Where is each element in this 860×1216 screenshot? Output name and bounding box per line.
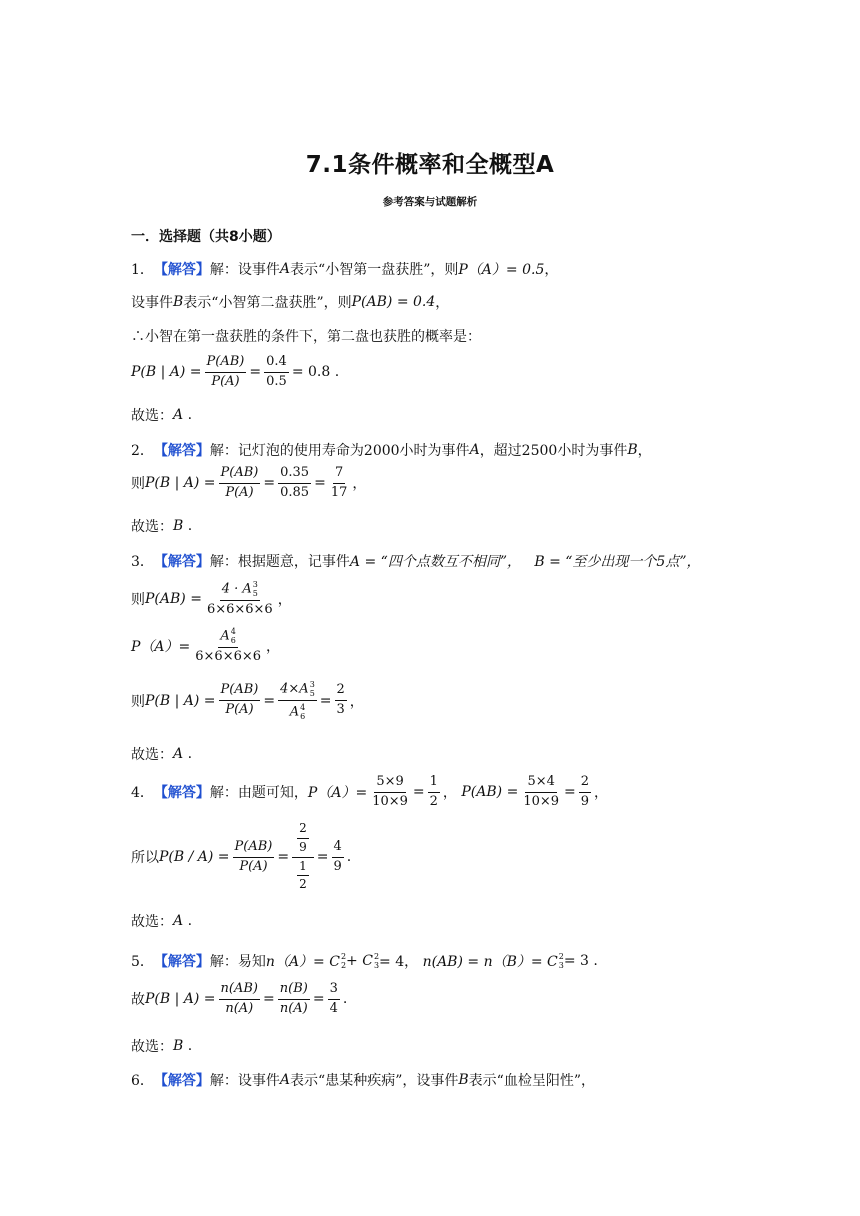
answer-tag: 【解答】: [153, 954, 210, 970]
q1-line-1: 1． 【解答】 解：设事件 A 表示“小智第一盘获胜”，则 P（A）= 0.5 ，: [131, 261, 559, 278]
fraction: $\frac{5\times 9}{10\times 9}$: [372, 774, 408, 809]
fraction: $\frac{0.35}{0.85}$: [280, 465, 310, 500]
q2-line-1: 2． 【解答】 解：记灯泡的使用寿命为2000小时为事件 A ，超过2500小时为事件 B ，: [131, 442, 652, 459]
fraction: $\frac{4}{9}$: [333, 838, 342, 874]
q1-line-2: 设事件 B 表示“小智第二盘获胜”，则 P(AB) = 0.4 ，: [131, 294, 450, 311]
answer-tag: 【解答】: [153, 554, 210, 570]
section-heading: 一．选择题（共8小题）: [131, 229, 281, 245]
q3-formula: 则 P(B | A) = $\frac{P(AB)}{P(A)}$ = 4×A 3 5 A 4 6 = $\frac{2}{3}$ ，: [131, 680, 364, 721]
q3-choice: 故选： A .: [131, 746, 193, 763]
q4-line-1: 4． 【解答】 解：由题可知， P（A）= $\frac{5\times 9}{10\times 9}$ = $\frac{1}{2}$ ， P(AB) = $\frac{5\times 4}{10\times 9}$ = $\frac{2}{9}$ ，: [131, 774, 609, 809]
fraction: $\frac{0.4}{0.5}$: [266, 354, 287, 389]
q2-formula: 则 P(B | A) = $\frac{P(AB)}{P(A)}$ = $\frac{0.35}{0.85}$ = $\frac{7}{17}$ ，: [131, 465, 367, 500]
q2-choice: 故选： B .: [131, 518, 193, 535]
fraction: $\frac{2}{3}$: [336, 682, 345, 717]
answer-tag: 【解答】: [153, 443, 210, 459]
compound-fraction: $\frac{\frac{2}{9}}{\frac{1}{2}}$: [292, 822, 314, 892]
fraction: A 4 6 6×6×6×6: [195, 627, 262, 664]
q1-choice: 故选： A .: [131, 407, 193, 424]
fraction: $\frac{7}{17}$: [330, 465, 348, 500]
q5-line-1: 5． 【解答】 解：易知 n（A）= C 2 2 + C 2 3 = 4， n(AB) = n（B）= C 2 3 = 3 .: [131, 952, 598, 970]
q3-pab: 则 P(AB) = 4 · A 3 5 6×6×6×6 ，: [131, 580, 292, 617]
fraction: $\frac{5\times 4}{10\times 9}$: [523, 774, 560, 809]
q4-formula: 所以 P(B / A) = $\frac{P(AB)}{P(A)}$ = $\frac{\frac{2}{9}}{\frac{1}{2}}$ = $\frac{4}{9}$ .: [131, 821, 352, 892]
fraction: 4×A 3 5 A 4 6: [280, 680, 315, 721]
document-title: 7.1条件概率和全概型A: [305, 152, 555, 178]
q6-line-1: 6． 【解答】 解：设事件 A 表示“患某种疾病”，设事件 B 表示“血检呈阳性”，: [131, 1072, 595, 1089]
document-subtitle: 参考答案与试题解析: [382, 196, 478, 208]
fraction: $\frac{1}{2}$: [429, 774, 438, 809]
fraction: $\frac{P(AB)}{P(A)}$: [206, 354, 245, 389]
answer-tag: 【解答】: [153, 785, 210, 802]
fraction: $\frac{n(AB)}{n(A)}$: [220, 981, 259, 1016]
fraction: $\frac{3}{4}$: [329, 981, 338, 1016]
fraction: 4 · A 3 5 6×6×6×6: [206, 580, 273, 617]
fraction: $\frac{n(B)}{n(A)}$: [279, 981, 308, 1016]
q4-choice: 故选： A .: [131, 913, 193, 930]
fraction: $\frac{P(AB)}{P(A)}$: [234, 838, 273, 874]
q1-formula: P(B | A) = $\frac{P(AB)}{P(A)}$ = $\frac{0.4}{0.5}$ = 0.8 .: [131, 354, 340, 389]
q1-line-3: ∴小智在第一盘获胜的条件下，第二盘也获胜的概率是：: [131, 329, 481, 345]
q5-choice: 故选： B .: [131, 1038, 193, 1055]
answer-tag: 【解答】: [153, 1073, 210, 1089]
q3-line-1: 3． 【解答】 解：根据题意，记事件 A = “四个点数互不相同”， B = “至少出现一个5点”，: [131, 551, 700, 571]
fraction: $\frac{P(AB)}{P(A)}$: [220, 682, 259, 717]
fraction: $\frac{2}{9}$: [580, 774, 590, 809]
fraction: $\frac{P(AB)}{P(A)}$: [220, 465, 259, 500]
q3-pa: P（A）= A 4 6 6×6×6×6 ，: [131, 627, 281, 664]
q5-formula: 故 P(B | A) = $\frac{n(AB)}{n(A)}$ = $\frac{n(B)}{n(A)}$ = $\frac{3}{4}$ .: [131, 981, 348, 1016]
answer-tag: 【解答】: [153, 262, 210, 278]
